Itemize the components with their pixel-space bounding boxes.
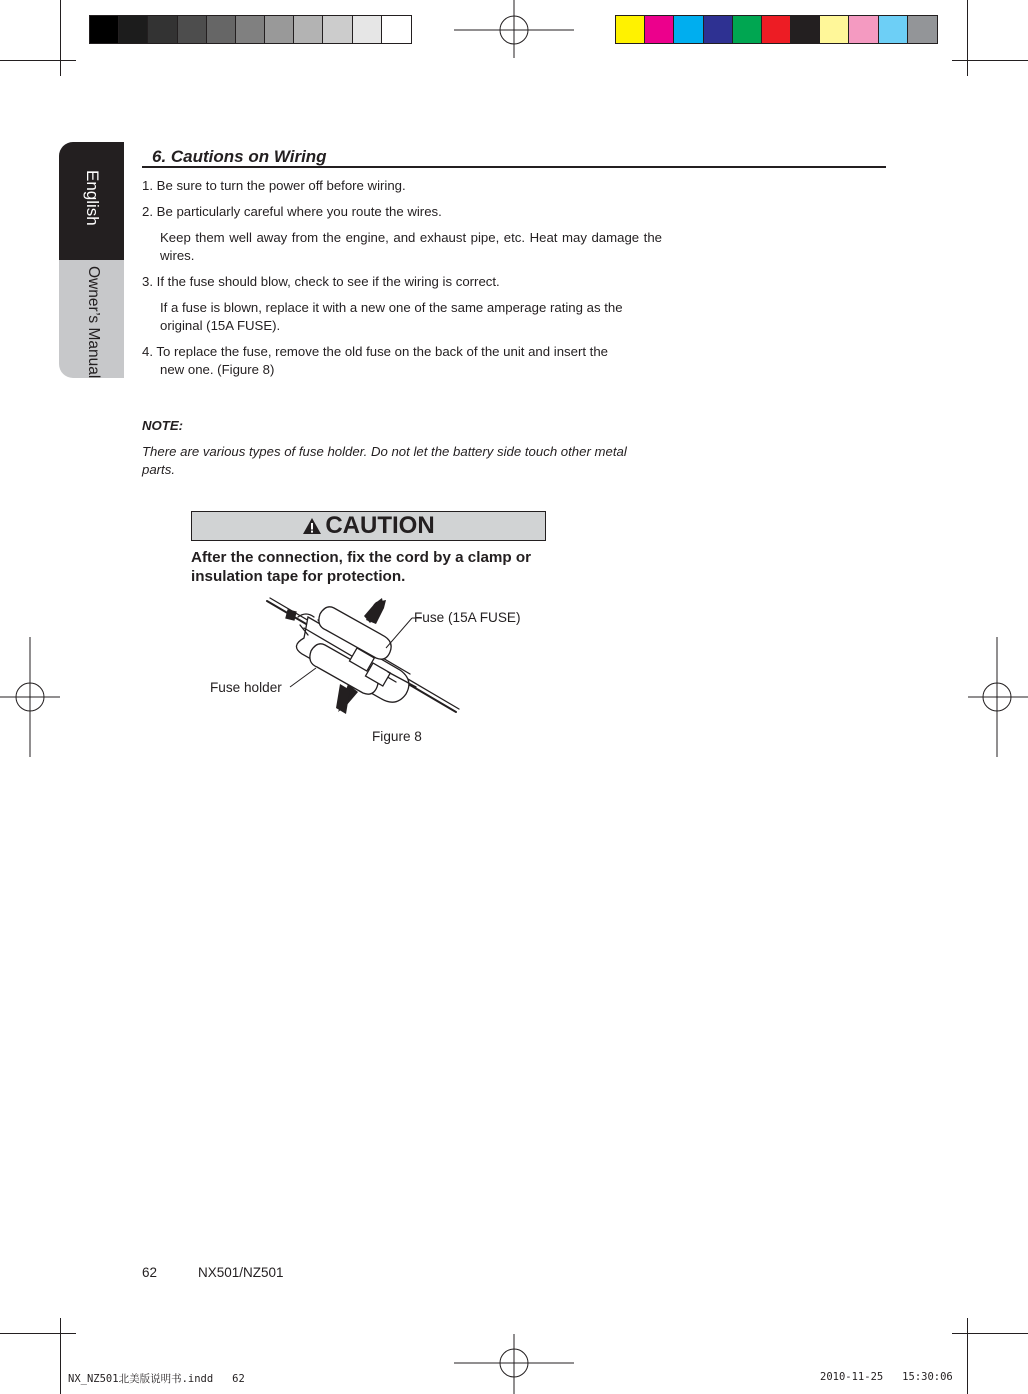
gray-swatch xyxy=(207,16,236,43)
list-item-detail: If a fuse is blown, replace it with a new one of the same amperage rating as the original (15A FUSE). xyxy=(160,300,623,333)
manual-tab-label: Owner’s Manual xyxy=(85,266,102,379)
color-swatch xyxy=(908,16,937,43)
list-item: 3. If the fuse should blow, check to see if the wiring is correct. xyxy=(142,274,500,289)
gray-swatch xyxy=(323,16,352,43)
slug-datetime: 2010-11-25 15:30:06 xyxy=(820,1371,953,1383)
gray-swatch xyxy=(90,16,119,43)
gray-swatch xyxy=(294,16,323,43)
gray-swatch xyxy=(178,16,207,43)
list-item-detail: Keep them well away from the engine, and exhaust pipe, etc. Heat may damage the wires. xyxy=(160,230,662,263)
language-tab xyxy=(59,142,124,260)
figure-caption: Figure 8 xyxy=(372,729,422,744)
language-tab-label: English xyxy=(83,170,102,226)
slug-filename: NX_NZ501北美版说明书.indd 62 xyxy=(68,1373,245,1385)
fuse-label: Fuse (15A FUSE) xyxy=(414,610,521,625)
color-swatch xyxy=(879,16,908,43)
section-title: 6. Cautions on Wiring xyxy=(142,146,886,168)
grayscale-bar xyxy=(89,15,412,44)
fuse-holder-label: Fuse holder xyxy=(210,680,282,695)
color-swatch xyxy=(849,16,878,43)
gray-swatch xyxy=(119,16,148,43)
caution-list xyxy=(142,177,662,379)
color-swatch xyxy=(645,16,674,43)
caution-banner xyxy=(191,511,546,541)
gray-swatch xyxy=(382,16,411,43)
color-swatch xyxy=(820,16,849,43)
gray-swatch xyxy=(353,16,382,43)
page-number: 62 xyxy=(142,1265,158,1280)
list-item: 1. Be sure to turn the power off before wiring. xyxy=(142,178,406,193)
gray-swatch xyxy=(236,16,265,43)
color-swatch xyxy=(791,16,820,43)
process-color-bar xyxy=(615,15,938,44)
warning-triangle-icon xyxy=(302,517,322,535)
gray-swatch xyxy=(148,16,177,43)
list-item-detail: new one. (Figure 8) xyxy=(160,362,275,377)
gray-swatch xyxy=(265,16,294,43)
note-heading: NOTE: xyxy=(142,418,184,433)
caution-text: After the connection, fix the cord by a clamp or insulation tape for protection. xyxy=(191,549,532,585)
note-block xyxy=(142,417,662,479)
list-item: 2. Be particularly careful where you route the wires. xyxy=(142,204,442,219)
color-swatch xyxy=(674,16,703,43)
color-swatch xyxy=(733,16,762,43)
color-swatch xyxy=(704,16,733,43)
color-swatch xyxy=(616,16,645,43)
note-text: There are various types of fuse holder. Do not let the battery side touch other metal parts. xyxy=(142,444,627,477)
list-item: 4. To replace the fuse, remove the old fuse on the back of the unit and insert the xyxy=(142,344,609,359)
model-name: NX501/NZ501 xyxy=(198,1265,284,1280)
caution-heading: CAUTION xyxy=(325,512,435,539)
manual-tab xyxy=(59,260,124,378)
color-swatch xyxy=(762,16,791,43)
